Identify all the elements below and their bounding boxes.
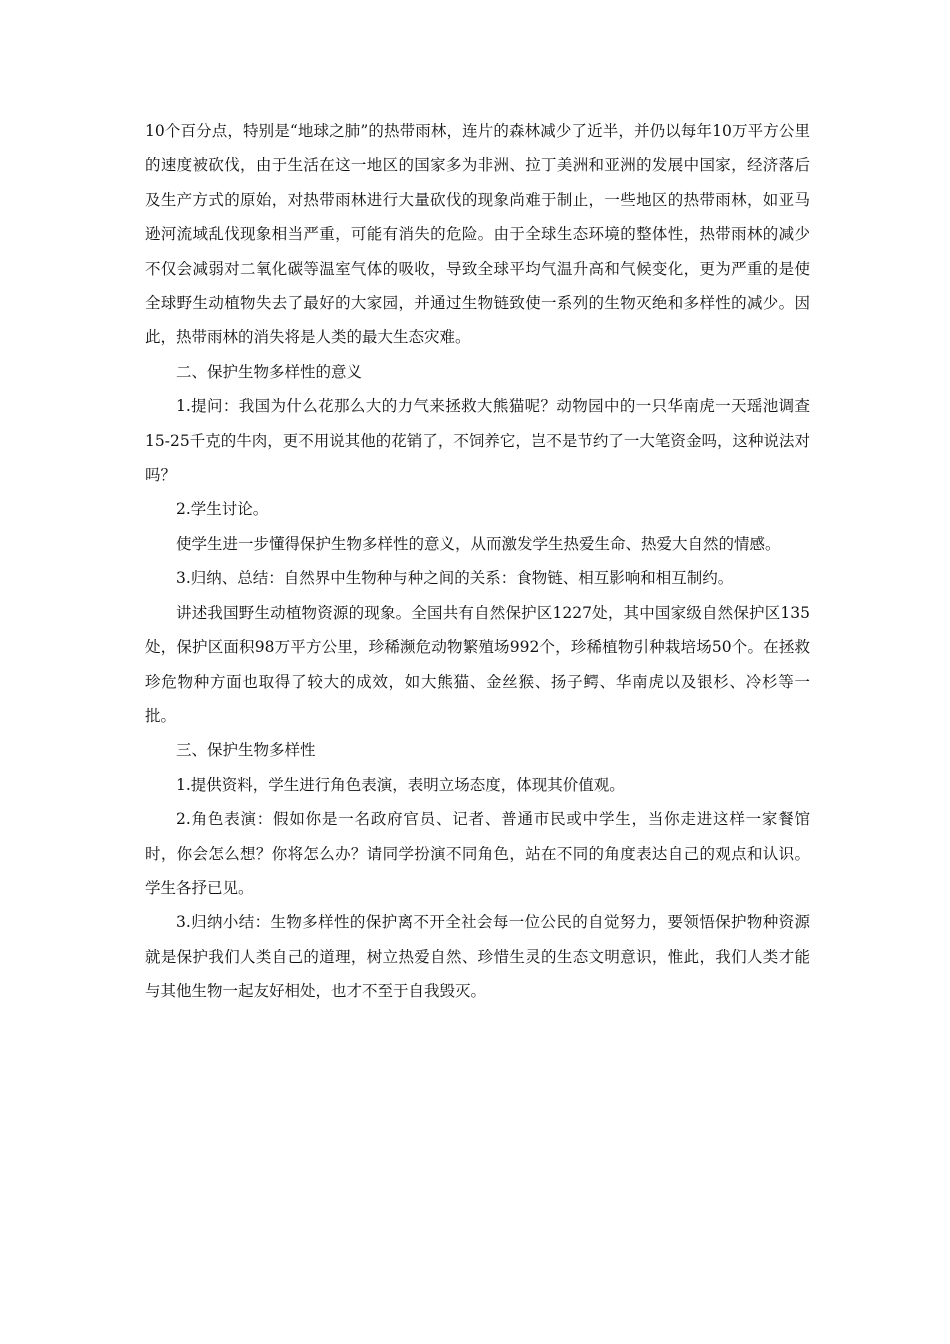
paragraph-question: 1.提问：我国为什么花那么大的力气来拯救大熊猫呢？动物园中的一只华南虎一天瑶池调查15-25千克的牛肉，更不用说其他的花销了，不饲养它，岂不是节约了一大笔资金吗，这种说法对吗？ (145, 397, 810, 485)
section-heading-protection: 三、保护生物多样性 (176, 741, 316, 760)
paragraph-materials: 1.提供资料，学生进行角色表演，表明立场态度，体现其价值观。 (176, 775, 625, 794)
paragraph-continuation: 10个百分点，特别是“地球之肺”的热带雨林，连片的森林减少了近半，并仍以每年10万平方公里的速度被砍伐，由于生活在这一地区的国家多为非洲、拉丁美洲和亚洲的发展中国家，经济落后及生产方式的原始，对热带雨林进行大量砍伐的现象尚难于制止，一些地区的热带雨林，如亚马逊河流域乱伐现象相当严重，可能有消失的危险。由于全球生态环境的整体性，热带雨林的减少不仅会减弱对二氧化碳等温室气体的吸收，导致全球平均气温升高和气候变化，更为严重的是使全球野生动植物失去了最好的大家园，并通过生物链致使一系列的生物灭绝和多样性的减少。因此，热带雨林的消失将是人类的最大生态灾难。 (145, 122, 810, 347)
section-heading-significance: 二、保护生物多样性的意义 (176, 362, 363, 381)
paragraph-resources: 讲述我国野生动植物资源的现象。全国共有自然保护区1227处，其中国家级自然保护区135处，保护区面积98万平方公里，珍稀濒危动物繁殖场992个，珍稀植物引种栽培场50个。在拯救珍危物种方面也取得了较大的成效，如大熊猫、金丝猴、扬子鳄、华南虎以及银杉、冷杉等一批。 (145, 603, 810, 725)
paragraph-summary: 3.归纳、总结：自然界中生物种与种之间的关系：食物链、相互影响和相互制约。 (176, 569, 734, 588)
paragraph-discussion: 2.学生讨论。 (176, 500, 269, 519)
paragraph-discussion-purpose: 使学生进一步懂得保护生物多样性的意义，从而激发学生热爱生命、热爱大自然的情感。 (176, 534, 781, 553)
document-body (145, 114, 810, 1009)
paragraph-conclusion: 3.归纳小结：生物多样性的保护离不开全社会每一位公民的自觉努力，要领悟保护物种资源就是保护我们人类自己的道理，树立热爱自然、珍惜生灵的生态文明意识，惟此，我们人类才能与其他生物一起友好相处，也才不至于自我毁灭。 (145, 913, 810, 1001)
paragraph-role-play: 2.角色表演：假如你是一名政府官员、记者、普通市民或中学生，当你走进这样一家餐馆时，你会怎么想？你将怎么办？请同学扮演不同角色，站在不同的角度表达自己的观点和认识。学生各抒已见。 (145, 810, 810, 897)
